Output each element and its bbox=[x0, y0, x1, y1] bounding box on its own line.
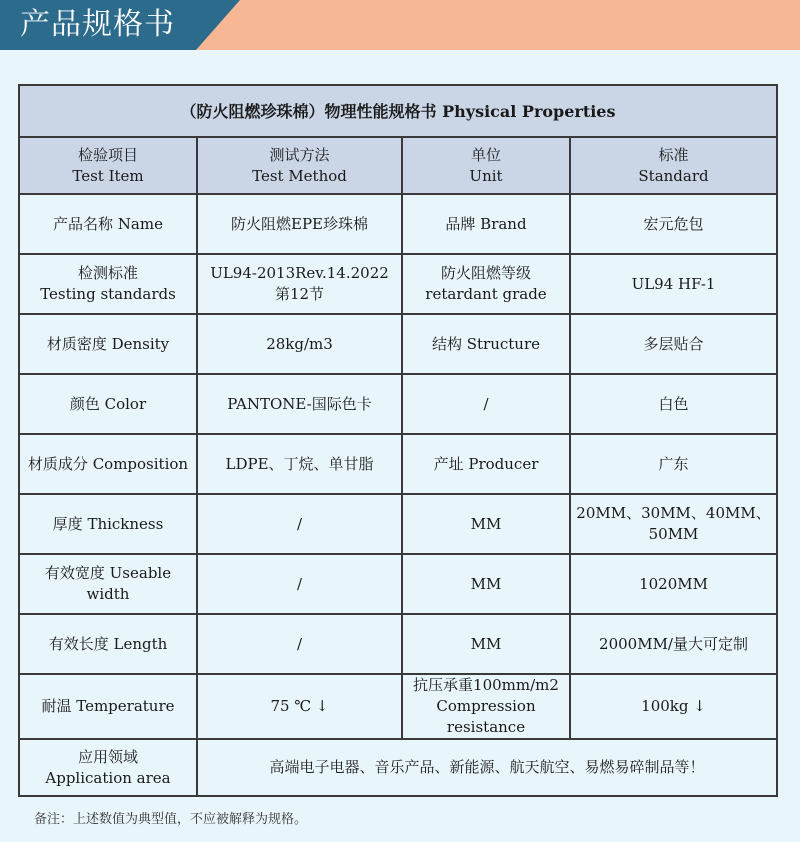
cell-text: 产址 Producer bbox=[433, 454, 539, 473]
cell-text: 厚度 Thickness bbox=[52, 514, 164, 533]
header-unit bbox=[402, 137, 570, 194]
cell-item bbox=[19, 674, 197, 739]
cell-standard bbox=[570, 494, 777, 554]
cell-text: 75 ℃ ↓ bbox=[270, 697, 329, 715]
table-header-row bbox=[19, 137, 777, 194]
cell-text: Testing standards bbox=[40, 285, 176, 303]
header-en: Test Item bbox=[72, 166, 144, 185]
cell-unit bbox=[402, 194, 570, 254]
table-row bbox=[19, 554, 777, 614]
header-cn: 测试方法 bbox=[269, 145, 330, 164]
cell-text: UL94-2013Rev.14.2022 bbox=[210, 264, 389, 282]
cell-text: 材质密度 Density bbox=[46, 334, 170, 353]
cell-text: 防火阻燃EPE珍珠棉 bbox=[231, 214, 368, 233]
cell-method bbox=[197, 434, 402, 494]
cell-text: 产品名称 Name bbox=[53, 214, 163, 233]
cell-text: 防火阻燃等级 bbox=[440, 264, 531, 282]
cell-method bbox=[197, 614, 402, 674]
cell-text: 白色 bbox=[658, 394, 689, 413]
table-title: （防火阻燃珍珠棉）物理性能规格书 Physical Properties bbox=[19, 85, 777, 137]
cell-standard bbox=[570, 614, 777, 674]
cell-standard bbox=[570, 554, 777, 614]
cell-item bbox=[19, 554, 197, 614]
cell-unit bbox=[402, 374, 570, 434]
cell-text: 100kg ↓ bbox=[641, 697, 706, 715]
cell-unit bbox=[402, 434, 570, 494]
application-value: 高端电子电器、音乐产品、新能源、航天航空、易燃易碎制品等！ bbox=[197, 739, 777, 796]
application-label-cn: 应用领域 bbox=[77, 747, 138, 766]
header-test-method bbox=[197, 137, 402, 194]
cell-unit bbox=[402, 614, 570, 674]
cell-item bbox=[19, 614, 197, 674]
cell-text: 第12节 bbox=[274, 285, 325, 303]
cell-unit bbox=[402, 494, 570, 554]
header-cn: 检验项目 bbox=[77, 145, 138, 164]
spec-table bbox=[18, 84, 778, 797]
cell-method bbox=[197, 374, 402, 434]
cell-text: MM bbox=[470, 634, 502, 653]
application-label-cell bbox=[19, 739, 197, 796]
application-row bbox=[19, 739, 777, 796]
cell-text: MM bbox=[470, 514, 502, 533]
cell-text: 28kg/m3 bbox=[266, 334, 333, 353]
table-row bbox=[19, 374, 777, 434]
header-cn: 单位 bbox=[470, 145, 501, 164]
cell-text: 耐温 Temperature bbox=[41, 697, 175, 715]
cell-text: 50MM bbox=[648, 525, 699, 543]
table-row bbox=[19, 614, 777, 674]
cell-text: MM bbox=[470, 574, 502, 593]
cell-method bbox=[197, 314, 402, 374]
table-row bbox=[19, 494, 777, 554]
cell-item bbox=[19, 314, 197, 374]
cell-text: / bbox=[483, 394, 489, 413]
cell-text: 有效宽度 Useable width bbox=[44, 564, 172, 603]
header-en: Unit bbox=[469, 166, 503, 185]
cell-unit bbox=[402, 254, 570, 314]
cell-text: 结构 Structure bbox=[431, 334, 541, 353]
table-row bbox=[19, 434, 777, 494]
cell-text: Compression resistance bbox=[436, 697, 536, 736]
cell-item bbox=[19, 374, 197, 434]
cell-text: 广东 bbox=[658, 454, 689, 473]
header-test-item bbox=[19, 137, 197, 194]
cell-text: 2000MM/量大可定制 bbox=[599, 634, 748, 653]
table-title-row bbox=[19, 85, 777, 137]
application-label-en: Application area bbox=[45, 768, 171, 787]
header-en: Test Method bbox=[252, 166, 347, 185]
cell-text: 抗压承重100mm/m2 bbox=[413, 676, 559, 694]
cell-unit bbox=[402, 314, 570, 374]
cell-text: / bbox=[296, 574, 303, 593]
cell-text: 材质成分 Composition bbox=[27, 454, 189, 473]
cell-item bbox=[19, 494, 197, 554]
header-en: Standard bbox=[638, 166, 709, 185]
cell-text: 多层贴合 bbox=[643, 334, 704, 353]
cell-unit bbox=[402, 554, 570, 614]
cell-item bbox=[19, 254, 197, 314]
cell-text: LDPE、丁烷、单甘脂 bbox=[225, 454, 374, 473]
cell-item bbox=[19, 194, 197, 254]
cell-text: retardant grade bbox=[425, 285, 547, 303]
cell-text: 20MM、30MM、40MM、 bbox=[576, 504, 771, 522]
header-cn: 标准 bbox=[658, 145, 689, 164]
cell-standard bbox=[570, 434, 777, 494]
cell-standard bbox=[570, 674, 777, 739]
cell-text: / bbox=[296, 514, 303, 533]
cell-text: 宏元危包 bbox=[643, 214, 704, 233]
table-row bbox=[19, 194, 777, 254]
cell-text: 1020MM bbox=[639, 574, 708, 593]
cell-standard bbox=[570, 254, 777, 314]
cell-text: UL94 HF-1 bbox=[631, 274, 716, 293]
cell-standard bbox=[570, 374, 777, 434]
cell-text: 检测标准 bbox=[77, 264, 138, 282]
table-row bbox=[19, 254, 777, 314]
cell-text: 品牌 Brand bbox=[445, 214, 527, 233]
cell-method bbox=[197, 554, 402, 614]
table-row bbox=[19, 314, 777, 374]
table-row bbox=[19, 674, 777, 739]
cell-text: PANTONE-国际色卡 bbox=[227, 394, 372, 413]
cell-method bbox=[197, 194, 402, 254]
cell-method bbox=[197, 674, 402, 739]
cell-unit bbox=[402, 674, 570, 739]
cell-standard bbox=[570, 314, 777, 374]
cell-text: / bbox=[296, 634, 303, 653]
cell-standard bbox=[570, 194, 777, 254]
page-title: 产品规格书 bbox=[20, 7, 175, 42]
cell-item bbox=[19, 434, 197, 494]
cell-method bbox=[197, 494, 402, 554]
cell-method bbox=[197, 254, 402, 314]
footnote: 备注：上述数值为典型值，不应被解释为规格。 bbox=[34, 812, 308, 827]
header-banner bbox=[0, 0, 800, 50]
header-standard bbox=[570, 137, 777, 194]
cell-text: 颜色 Color bbox=[69, 394, 147, 413]
cell-text: 有效长度 Length bbox=[48, 634, 168, 653]
